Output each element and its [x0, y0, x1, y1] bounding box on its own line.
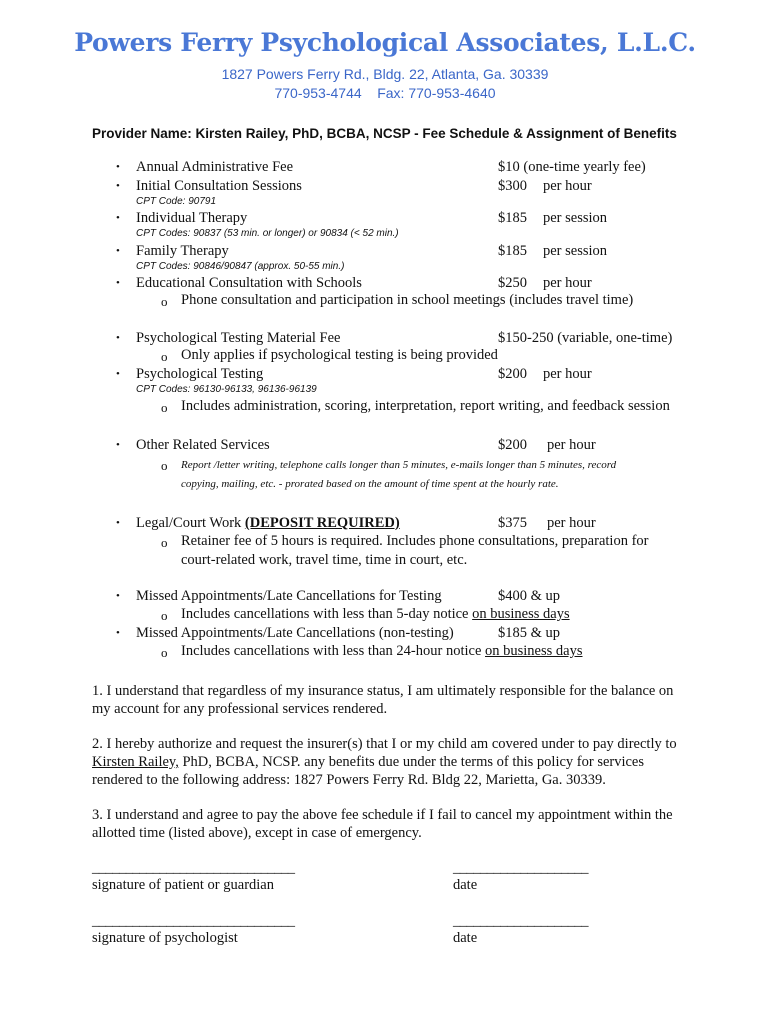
provider-name-underlined: Kirsten Railey,: [92, 754, 179, 770]
fee-other-sub2c: prorated based on the amount of time spent at the hourly rate.: [285, 478, 559, 490]
patient-signature-line[interactable]: ______________________________: [92, 860, 295, 876]
bullet-icon: •: [116, 161, 120, 173]
fee-admin-label: Annual Administrative Fee: [136, 159, 294, 175]
psychologist-date-label: date: [453, 930, 478, 946]
fee-legal-unit: per hour: [547, 515, 596, 531]
fee-family-cpt: CPT Codes: 90846/90847 (approx. 50-55 min.): [136, 261, 345, 272]
sub-bullet-icon: o: [161, 349, 168, 364]
fee-educational-label: Educational Consultation with Schools: [136, 275, 362, 291]
fee-missed-testing-price: $400 & up: [498, 588, 561, 604]
fee-family-price: $185: [498, 243, 527, 259]
fee-other-label: Other Related Services: [136, 437, 270, 453]
fee-legal-sub1: Retainer fee of 5 hours is required. Includes phone consultations, preparation for: [181, 533, 649, 549]
bullet-icon: •: [116, 517, 120, 529]
practice-phone-line: [0, 85, 770, 101]
fee-consult-label: Initial Consultation Sessions: [136, 178, 302, 194]
fee-individual-price: $185: [498, 210, 527, 226]
fee-missed-testing-sub: Includes cancellations with less than 5-day notice: [181, 606, 469, 622]
bullet-icon: •: [116, 180, 120, 192]
paragraph-2-line-3: rendered to the following address: 1827 Powers Ferry Rd. Bldg 22, Marietta, Ga. 30339.: [92, 772, 606, 788]
fee-missed-testing-label: Missed Appointments/Late Cancellations for Testing: [136, 588, 442, 604]
psychologist-date-line[interactable]: ____________________: [453, 913, 588, 929]
phone-number: 770-953-4744: [274, 85, 362, 101]
fee-missed-non-sub-line: [181, 643, 583, 660]
fee-testing-cpt: CPT Codes: 96130-96133, 96136-96139: [136, 384, 317, 395]
bullet-icon: •: [116, 590, 120, 602]
fee-admin-price: $10 (one-time yearly fee): [498, 159, 646, 175]
fee-other-unit: per hour: [547, 437, 596, 453]
fee-legal-sub2: court-related work, travel time, time in court, etc.: [181, 552, 468, 568]
fee-testing-price: $200: [498, 366, 527, 382]
fee-material-label: Psychological Testing Material Fee: [136, 330, 341, 346]
fee-individual-unit: per session: [543, 210, 608, 226]
paragraph-2-line-2-text: PhD, BCBA, NCSP. any benefits due under the terms of this policy for services: [178, 754, 645, 770]
fee-missed-non-price: $185 & up: [498, 625, 561, 641]
patient-date-line[interactable]: ____________________: [453, 860, 588, 876]
fee-educational-unit: per hour: [543, 275, 592, 291]
sub-bullet-icon: o: [161, 608, 168, 623]
bullet-icon: •: [116, 332, 120, 344]
paragraph-2-line-1: 2. I hereby authorize and request the insurer(s) that I or my child am covered under to pay directly to: [92, 736, 677, 752]
fee-consult-price: $300: [498, 178, 527, 194]
fee-testing-label: Psychological Testing: [136, 366, 264, 382]
fee-missed-non-sub-ul: on business days: [485, 643, 583, 659]
fee-missed-testing-sub-ul: on business days: [472, 606, 570, 622]
fee-consult-unit: per hour: [543, 178, 592, 194]
fee-legal-price: $375: [498, 515, 527, 531]
fee-material-sub: Only applies if psychological testing is being provided: [181, 347, 498, 363]
fee-missed-testing-sub-line: [181, 606, 570, 623]
fee-educational-price: $250: [498, 275, 527, 291]
bullet-icon: •: [116, 212, 120, 224]
fee-missed-non-label: Missed Appointments/Late Cancellations (non-testing): [136, 625, 454, 641]
sub-bullet-icon: o: [161, 645, 168, 660]
bullet-icon: •: [116, 368, 120, 380]
fee-testing-sub: Includes administration, scoring, interpretation, report writing, and feedback session: [181, 398, 670, 414]
psychologist-signature-label: signature of psychologist: [92, 930, 238, 946]
practice-address: 1827 Powers Ferry Rd., Bldg. 22, Atlanta, Ga. 30339: [221, 66, 549, 82]
fee-family-unit: per session: [543, 243, 608, 259]
fee-missed-non-sub: Includes cancellations with less than 24-hour notice: [181, 643, 482, 659]
fee-material-price: $150-250 (variable, one-time): [498, 330, 673, 346]
fax-number: Fax: 770-953-4640: [377, 85, 496, 101]
fee-testing-unit: per hour: [543, 366, 592, 382]
psychologist-signature-line[interactable]: ______________________________: [92, 913, 295, 929]
patient-signature-label: signature of patient or guardian: [92, 877, 274, 893]
fee-other-sub2-line: [181, 478, 559, 490]
fee-other-price: $200: [498, 437, 527, 453]
practice-title: Powers Ferry Psychological Associates, L.L.C.: [74, 28, 696, 57]
bullet-icon: •: [116, 277, 120, 289]
fee-other-sub1: Report /letter writing, telephone calls longer than 5 minutes, e-mails longer than 5 minutes, record: [181, 459, 617, 471]
sub-bullet-icon: o: [161, 458, 168, 473]
bullet-icon: •: [116, 245, 120, 257]
provider-heading: Provider Name: Kirsten Railey, PhD, BCBA, NCSP - Fee Schedule & Assignment of Benefits: [92, 126, 677, 141]
paragraph-2: [92, 735, 682, 789]
fee-family-label: Family Therapy: [136, 243, 229, 259]
fee-individual-cpt: CPT Codes: 90837 (53 min. or longer) or 90834 (< 52 min.): [136, 228, 399, 239]
fee-other-dash: -: [276, 478, 286, 490]
fee-educational-sub: Phone consultation and participation in school meetings (includes travel time): [181, 292, 634, 308]
bullet-icon: •: [116, 439, 120, 451]
paragraph-3: 3. I understand and agree to pay the above fee schedule if I fail to cancel my appointment within the allotted time (listed above), except in case of emergency.: [92, 807, 673, 841]
fee-legal-deposit: (DEPOSIT REQUIRED): [244, 515, 400, 531]
patient-date-label: date: [453, 877, 478, 893]
sub-bullet-icon: o: [161, 535, 168, 550]
bullet-icon: •: [116, 627, 120, 639]
fee-other-sub2: copying, mailing, etc.: [181, 478, 277, 490]
paragraph-1: 1. I understand that regardless of my insurance status, I am ultimately responsible for the balance on my account for any professional services rendered.: [92, 683, 674, 717]
sub-bullet-icon: o: [161, 294, 168, 309]
fee-individual-label: Individual Therapy: [136, 210, 248, 226]
fee-legal-line: [136, 515, 400, 532]
fee-legal-label: Legal/Court Work: [136, 515, 242, 531]
sub-bullet-icon: o: [161, 400, 168, 415]
fee-consult-cpt: CPT Code: 90791: [136, 196, 217, 207]
paragraph-2-line-2: [92, 753, 682, 771]
